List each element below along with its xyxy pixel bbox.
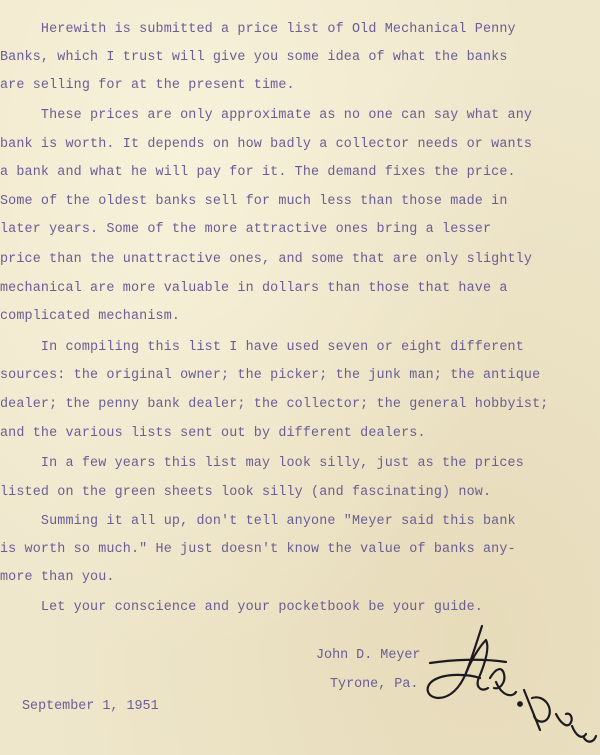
letter-line: In compiling this list I have used seven or eight different [0, 340, 524, 355]
letter-line: In a few years this list may look silly, just as the prices [0, 456, 524, 471]
signer-name: John D. Meyer [316, 648, 421, 663]
handwritten-signature [420, 618, 600, 755]
letter-line: mechanical are more valuable in dollars than those that have a [0, 281, 508, 296]
letter-line: Banks, which I trust will give you some idea of what the banks [0, 50, 508, 65]
letter-line: complicated mechanism. [0, 309, 181, 324]
letter-date: September 1, 1951 [22, 699, 159, 714]
signer-location: Tyrone, Pa. [330, 677, 419, 692]
letter-line: Some of the oldest banks sell for much less than those made in [0, 194, 508, 209]
letter-line: is worth so much." He just doesn't know the value of banks any- [0, 542, 516, 557]
letter-line: Summing it all up, don't tell anyone "Meyer said this bank [0, 514, 516, 529]
letter-line: listed on the green sheets look silly (and fascinating) now. [0, 485, 492, 500]
letter-line: are selling for at the present time. [0, 78, 295, 93]
letter-line: Let your conscience and your pocketbook be your guide. [0, 600, 483, 615]
letter-line: Herewith is submitted a price list of Old Mechanical Penny [0, 22, 516, 37]
letter-line: These prices are only approximate as no one can say what any [0, 108, 533, 123]
letter-line: later years. Some of the more attractive ones bring a lesser [0, 222, 492, 237]
letter-line: dealer; the penny bank dealer; the collector; the general hobbyist; [0, 397, 549, 412]
letter-line: more than you. [0, 570, 115, 585]
letter-line: bank is worth. It depends on how badly a collector needs or wants [0, 137, 533, 152]
letter-line: and the various lists sent out by different dealers. [0, 426, 426, 441]
letter-line: a bank and what he will pay for it. The demand fixes the price. [0, 165, 516, 180]
letter-line: price than the unattractive ones, and some that are only slightly [0, 252, 533, 267]
letter-line: sources: the original owner; the picker; the junk man; the antique [0, 368, 541, 383]
